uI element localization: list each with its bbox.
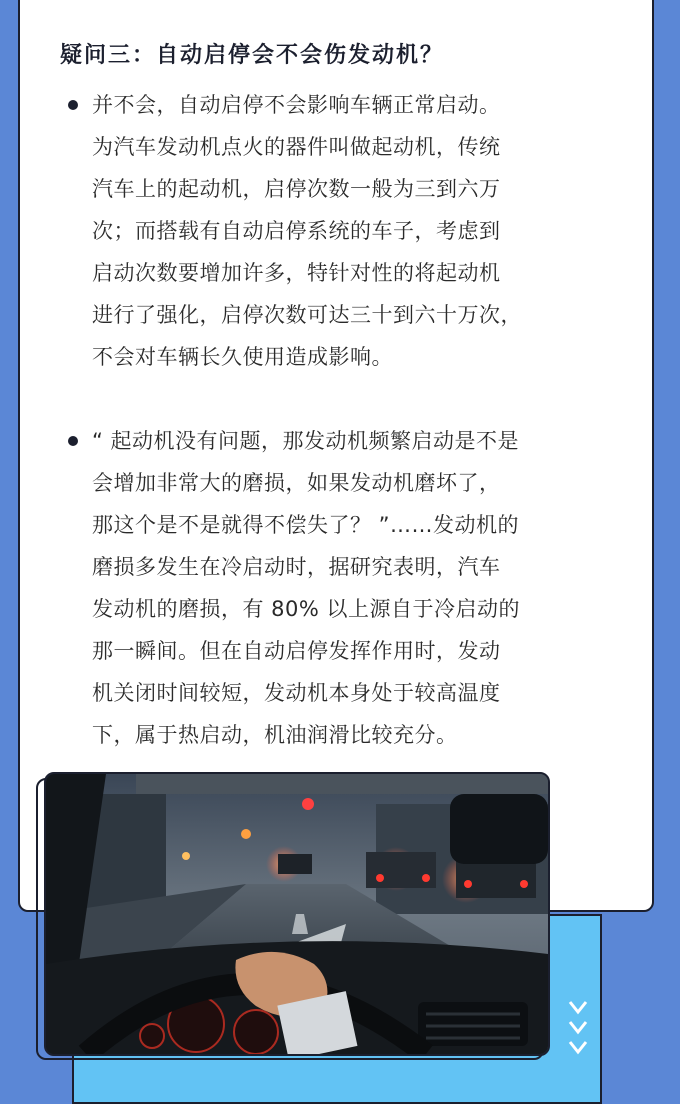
bullet-dot [68, 100, 78, 110]
text-line: 下，属于热启动，机油润滑比较充分。 [92, 723, 458, 747]
text-line: “ 起动机没有问题，那发动机频繁启动是不是 [92, 429, 520, 453]
text-line: 不会对车辆长久使用造成影响。 [92, 345, 393, 369]
answer-paragraph [92, 84, 592, 378]
scroll-down-icon [566, 996, 590, 1066]
text-line: 汽车上的起动机，启停次数一般为三到六万 [92, 177, 501, 201]
text-line: 启动次数要增加许多，特针对性的将起动机 [92, 261, 501, 285]
text-line: 并不会，自动启停不会影响车辆正常启动。 [92, 93, 501, 117]
text-line: 磨损多发生在冷启动时，据研究表明，汽车 [92, 555, 501, 579]
text-line: 发动机的磨损，有 80% 以上源自于冷启动的 [92, 597, 521, 621]
question-heading: 疑问三：自动启停会不会伤发动机？ [60, 43, 445, 68]
explanation-paragraph [92, 420, 592, 756]
text-line: 那这个是不是就得不偿失了？ ”……发动机的 [92, 513, 520, 537]
text-line: 进行了强化，启停次数可达三十到六十万次， [92, 303, 522, 327]
car-driving-photo [44, 772, 550, 1056]
text-line: 机关闭时间较短，发动机本身处于较高温度 [92, 681, 501, 705]
text-line: 会增加非常大的磨损，如果发动机磨坏了， [92, 471, 501, 495]
text-line: 那一瞬间。但在自动启停发挥作用时，发动 [92, 639, 501, 663]
text-line: 为汽车发动机点火的器件叫做起动机，传统 [92, 135, 501, 159]
bullet-dot [68, 436, 78, 446]
text-line: 次；而搭载有自动启停系统的车子，考虑到 [92, 219, 501, 243]
